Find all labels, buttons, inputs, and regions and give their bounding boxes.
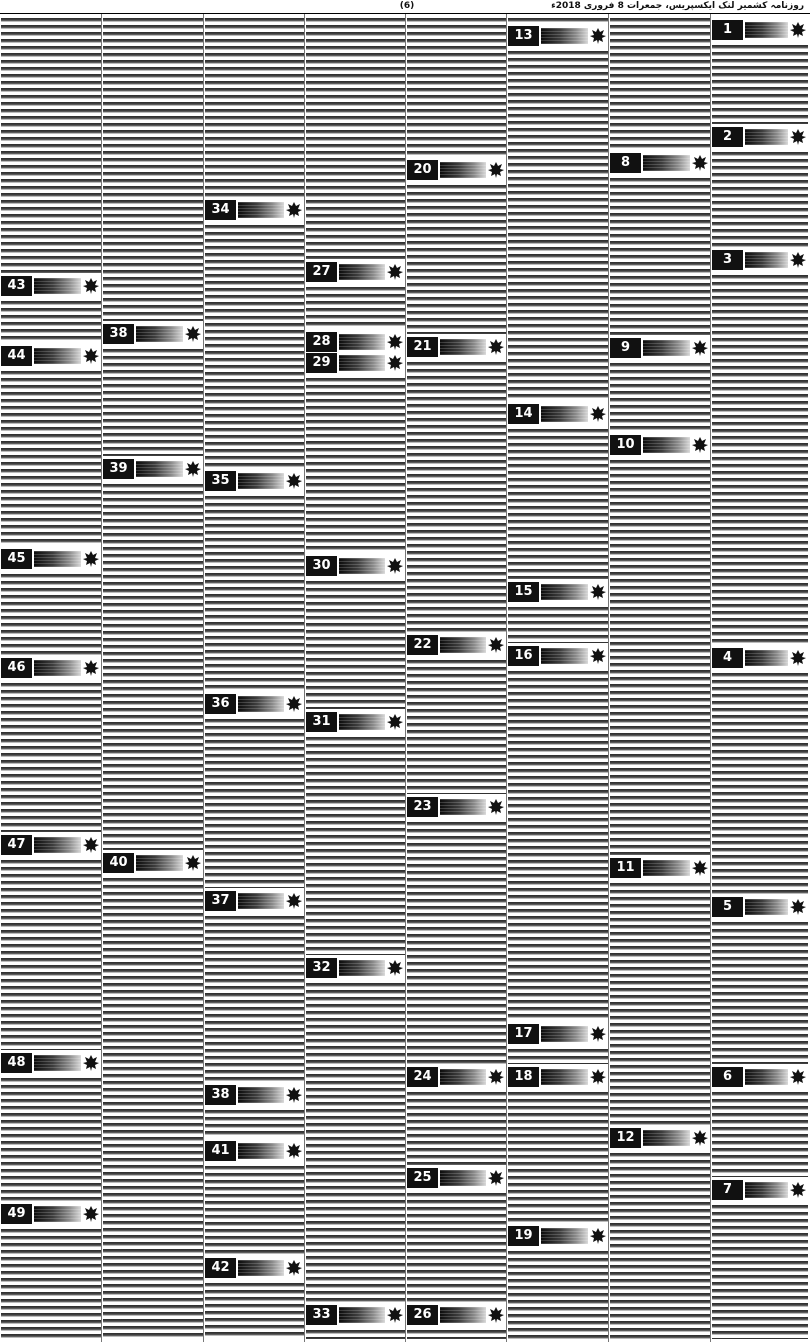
banner-gradient (339, 714, 385, 730)
section-number: 9 (610, 338, 641, 358)
section-number: 43 (1, 276, 32, 296)
article-text (306, 1328, 405, 1339)
banner-gradient (339, 960, 385, 976)
chinar-leaf-icon (83, 277, 99, 295)
chinar-leaf-icon (790, 251, 806, 269)
chinar-leaf-icon (790, 649, 806, 667)
banner-gradient (238, 1260, 284, 1276)
banner-gradient (745, 650, 788, 666)
section-banner (610, 338, 710, 358)
banner-gradient (440, 339, 486, 355)
article-text (712, 273, 808, 645)
chinar-leaf-icon (488, 798, 504, 816)
section-number: 45 (1, 549, 32, 569)
section-number: 5 (712, 897, 743, 917)
article-text (610, 361, 710, 432)
article-text (306, 579, 405, 709)
chinar-leaf-icon (790, 898, 806, 916)
page-number: (6) (399, 1, 415, 11)
section-number: 44 (1, 346, 32, 366)
banner-gradient (238, 1087, 284, 1103)
section-banner (1, 658, 101, 678)
chinar-leaf-icon (488, 1068, 504, 1086)
section-number: 39 (103, 459, 134, 479)
column-divider (304, 14, 305, 1342)
article-text (205, 1108, 304, 1138)
chinar-leaf-icon (692, 339, 708, 357)
newspaper-title: روزنامہ کشمیر لنک ایکسپریس، جمعرات 8 فروری 2018ء (551, 1, 804, 11)
chinar-leaf-icon (692, 154, 708, 172)
article-text (1, 681, 101, 832)
section-banner (407, 635, 506, 655)
news-column (205, 14, 304, 1342)
section-banner (1, 276, 101, 296)
chinar-leaf-icon (286, 1086, 302, 1104)
article-text (407, 1328, 506, 1339)
article-text (712, 1090, 808, 1177)
section-banner (508, 404, 608, 424)
article-text (712, 1203, 808, 1339)
section-banner (306, 332, 405, 352)
section-banner (508, 582, 608, 602)
section-number: 37 (205, 891, 236, 911)
section-banner (306, 1305, 405, 1325)
banner-gradient (643, 437, 690, 453)
banner-gradient (238, 1143, 284, 1159)
section-number: 26 (407, 1305, 438, 1325)
section-number: 47 (1, 835, 32, 855)
article-text (103, 876, 203, 1339)
section-number: 30 (306, 556, 337, 576)
news-column (610, 14, 710, 1342)
article-text (103, 347, 203, 456)
article-text (508, 1249, 608, 1339)
banner-gradient (440, 1069, 486, 1085)
section-number: 10 (610, 435, 641, 455)
news-column (306, 14, 405, 1342)
article-text (407, 1090, 506, 1165)
chinar-leaf-icon (488, 1306, 504, 1324)
article-text (205, 1281, 304, 1339)
chinar-leaf-icon (185, 854, 201, 872)
banner-gradient (745, 1069, 788, 1085)
section-number: 36 (205, 694, 236, 714)
section-number: 40 (103, 853, 134, 873)
article-text (508, 1047, 608, 1064)
section-banner (407, 160, 506, 180)
banner-gradient (339, 264, 385, 280)
news-column (103, 14, 203, 1342)
chinar-leaf-icon (83, 836, 99, 854)
article-text (205, 1164, 304, 1255)
chinar-leaf-icon (286, 472, 302, 490)
section-banner (712, 897, 808, 917)
article-text (508, 1090, 608, 1223)
column-divider (608, 14, 609, 1342)
section-number: 34 (205, 200, 236, 220)
section-banner (306, 556, 405, 576)
masthead (0, 0, 810, 14)
section-banner (205, 891, 304, 911)
banner-gradient (34, 348, 81, 364)
chinar-leaf-icon (83, 347, 99, 365)
section-number: 24 (407, 1067, 438, 1087)
chinar-leaf-icon (286, 1259, 302, 1277)
section-number: 25 (407, 1168, 438, 1188)
section-number: 11 (610, 858, 641, 878)
section-number: 31 (306, 712, 337, 732)
chinar-leaf-icon (286, 892, 302, 910)
column-divider (405, 14, 406, 1342)
section-banner (306, 958, 405, 978)
banner-gradient (541, 1026, 588, 1042)
section-banner (712, 1180, 808, 1200)
column-divider (101, 14, 102, 1342)
article-text (508, 605, 608, 643)
section-number: 49 (1, 1204, 32, 1224)
chinar-leaf-icon (83, 659, 99, 677)
section-banner (712, 127, 808, 147)
article-text (610, 16, 710, 150)
banner-gradient (643, 155, 690, 171)
article-text (508, 49, 608, 401)
banner-gradient (440, 1307, 486, 1323)
section-number: 17 (508, 1024, 539, 1044)
article-text (1, 572, 101, 655)
section-banner (205, 1258, 304, 1278)
section-banner (205, 1141, 304, 1161)
banner-gradient (34, 551, 81, 567)
section-number: 8 (610, 153, 641, 173)
section-number: 6 (712, 1067, 743, 1087)
section-number: 7 (712, 1180, 743, 1200)
section-banner (103, 853, 203, 873)
section-number: 38 (205, 1085, 236, 1105)
section-number: 3 (712, 250, 743, 270)
article-text (712, 43, 808, 124)
banner-gradient (440, 637, 486, 653)
section-banner (508, 26, 608, 46)
article-text (103, 16, 203, 321)
section-number: 42 (205, 1258, 236, 1278)
news-column (712, 14, 808, 1342)
chinar-leaf-icon (488, 636, 504, 654)
banner-gradient (643, 340, 690, 356)
banner-gradient (541, 1228, 588, 1244)
article-text (712, 150, 808, 247)
article-text (508, 427, 608, 579)
banner-gradient (745, 129, 788, 145)
chinar-leaf-icon (488, 161, 504, 179)
banner-gradient (339, 1307, 385, 1323)
banner-gradient (745, 899, 788, 915)
section-number: 16 (508, 646, 539, 666)
chinar-leaf-icon (692, 1129, 708, 1147)
banner-gradient (541, 406, 588, 422)
article-text (712, 920, 808, 1064)
section-banner (610, 153, 710, 173)
banner-gradient (745, 22, 788, 38)
chinar-leaf-icon (590, 405, 606, 423)
article-text (205, 914, 304, 1082)
chinar-leaf-icon (387, 263, 403, 281)
article-text (407, 820, 506, 1064)
article-text (610, 458, 710, 855)
chinar-leaf-icon (387, 1306, 403, 1324)
section-number: 46 (1, 658, 32, 678)
chinar-leaf-icon (387, 557, 403, 575)
section-number: 27 (306, 262, 337, 282)
chinar-leaf-icon (590, 583, 606, 601)
banner-gradient (440, 799, 486, 815)
chinar-leaf-icon (83, 550, 99, 568)
section-number: 19 (508, 1226, 539, 1246)
section-banner (103, 459, 203, 479)
chinar-leaf-icon (488, 1169, 504, 1187)
article-text (407, 658, 506, 794)
banner-gradient (541, 648, 588, 664)
banner-gradient (339, 558, 385, 574)
section-banner (205, 471, 304, 491)
section-banner (610, 435, 710, 455)
section-number: 35 (205, 471, 236, 491)
chinar-leaf-icon (488, 338, 504, 356)
section-banner (205, 200, 304, 220)
banner-gradient (339, 355, 385, 371)
section-number: 23 (407, 797, 438, 817)
article-text (205, 223, 304, 468)
banner-gradient (745, 1182, 788, 1198)
section-number: 4 (712, 648, 743, 668)
section-number: 21 (407, 337, 438, 357)
section-banner (306, 262, 405, 282)
chinar-leaf-icon (590, 647, 606, 665)
section-banner (508, 1024, 608, 1044)
article-text (407, 183, 506, 334)
chinar-leaf-icon (590, 1025, 606, 1043)
article-text (610, 176, 710, 335)
article-text (508, 16, 608, 23)
banner-gradient (34, 278, 81, 294)
section-number: 14 (508, 404, 539, 424)
section-banner (610, 858, 710, 878)
section-number: 2 (712, 127, 743, 147)
section-banner (306, 712, 405, 732)
chinar-leaf-icon (790, 1068, 806, 1086)
section-banner (407, 1168, 506, 1188)
section-number: 1 (712, 20, 743, 40)
banner-gradient (643, 1130, 690, 1146)
banner-gradient (136, 461, 183, 477)
banner-gradient (745, 252, 788, 268)
article-text (712, 671, 808, 894)
banner-gradient (541, 28, 588, 44)
section-number: 38 (103, 324, 134, 344)
chinar-leaf-icon (590, 1227, 606, 1245)
article-text (407, 360, 506, 632)
chinar-leaf-icon (790, 1181, 806, 1199)
chinar-leaf-icon (692, 859, 708, 877)
section-number: 22 (407, 635, 438, 655)
article-text (306, 16, 405, 259)
section-number: 13 (508, 26, 539, 46)
section-banner (1, 835, 101, 855)
section-banner (712, 648, 808, 668)
section-banner (508, 1226, 608, 1246)
column-divider (710, 14, 711, 1342)
section-banner (508, 646, 608, 666)
chinar-leaf-icon (286, 1142, 302, 1160)
banner-gradient (643, 860, 690, 876)
section-banner (1, 549, 101, 569)
article-text (1, 1076, 101, 1201)
article-text (610, 881, 710, 1125)
chinar-leaf-icon (185, 460, 201, 478)
chinar-leaf-icon (790, 128, 806, 146)
section-banner (205, 694, 304, 714)
section-banner (1, 1204, 101, 1224)
chinar-leaf-icon (286, 201, 302, 219)
banner-gradient (238, 696, 284, 712)
banner-gradient (541, 584, 588, 600)
chinar-leaf-icon (387, 959, 403, 977)
news-column (1, 14, 101, 1342)
section-banner (712, 20, 808, 40)
banner-gradient (440, 1170, 486, 1186)
section-banner (407, 1305, 506, 1325)
article-text (1, 1227, 101, 1339)
section-banner (712, 1067, 808, 1087)
banner-gradient (541, 1069, 588, 1085)
chinar-leaf-icon (387, 354, 403, 372)
section-number: 20 (407, 160, 438, 180)
banner-gradient (34, 1206, 81, 1222)
banner-gradient (440, 162, 486, 178)
chinar-leaf-icon (83, 1205, 99, 1223)
chinar-leaf-icon (790, 21, 806, 39)
banner-gradient (136, 855, 183, 871)
article-text (407, 16, 506, 157)
chinar-leaf-icon (590, 1068, 606, 1086)
section-banner (407, 1067, 506, 1087)
section-banner (306, 353, 405, 373)
section-number: 18 (508, 1067, 539, 1087)
column-divider (203, 14, 204, 1342)
banner-gradient (238, 473, 284, 489)
banner-gradient (339, 334, 385, 350)
section-number: 32 (306, 958, 337, 978)
banner-gradient (34, 837, 81, 853)
section-number: 29 (306, 353, 337, 373)
section-banner (407, 797, 506, 817)
article-text (205, 717, 304, 888)
section-number: 12 (610, 1128, 641, 1148)
section-banner (1, 346, 101, 366)
article-text (610, 1151, 710, 1339)
article-text (306, 981, 405, 1302)
section-number: 41 (205, 1141, 236, 1161)
article-text (508, 669, 608, 1021)
article-text (205, 494, 304, 691)
chinar-leaf-icon (286, 695, 302, 713)
news-column (508, 14, 608, 1342)
article-text (306, 735, 405, 955)
section-banner (407, 337, 506, 357)
chinar-leaf-icon (590, 27, 606, 45)
section-banner (1, 1053, 101, 1073)
article-text (306, 376, 405, 553)
article-text (1, 369, 101, 546)
section-banner (103, 324, 203, 344)
section-banner (610, 1128, 710, 1148)
article-text (1, 16, 101, 273)
banner-gradient (136, 326, 183, 342)
section-number: 15 (508, 582, 539, 602)
chinar-leaf-icon (387, 713, 403, 731)
banner-gradient (34, 1055, 81, 1071)
article-text (407, 1191, 506, 1302)
chinar-leaf-icon (185, 325, 201, 343)
banner-gradient (238, 893, 284, 909)
article-text (1, 299, 101, 343)
article-text (306, 285, 405, 329)
column-divider (506, 14, 507, 1342)
article-text (205, 16, 304, 197)
banner-gradient (34, 660, 81, 676)
chinar-leaf-icon (387, 333, 403, 351)
section-number: 33 (306, 1305, 337, 1325)
section-banner (508, 1067, 608, 1087)
article-text (103, 482, 203, 850)
banner-gradient (238, 202, 284, 218)
section-number: 28 (306, 332, 337, 352)
section-number: 48 (1, 1053, 32, 1073)
section-banner (205, 1085, 304, 1105)
news-column (407, 14, 506, 1342)
section-banner (712, 250, 808, 270)
article-text (1, 858, 101, 1050)
chinar-leaf-icon (83, 1054, 99, 1072)
chinar-leaf-icon (692, 436, 708, 454)
